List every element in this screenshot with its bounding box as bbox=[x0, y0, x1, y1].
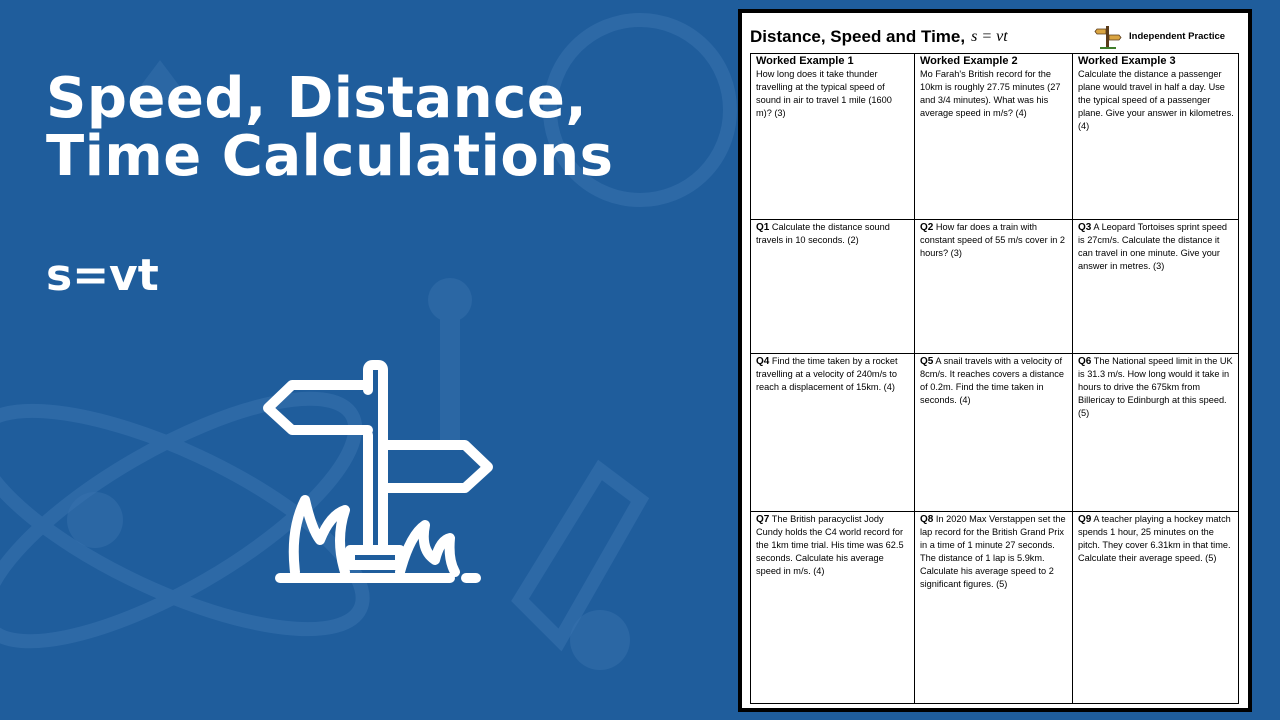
question-5 bbox=[915, 354, 1073, 512]
cell-heading: Worked Example 1 bbox=[756, 55, 854, 67]
worksheet-title: Distance, Speed and Time, bbox=[750, 27, 966, 46]
worksheet-formula: s = vt bbox=[971, 28, 1008, 45]
question-text: The National speed limit in the UK is 31.3 m/s. How long would it take in hours to drive the 675km from Billericay to Edinburgh at this speed. (5) bbox=[1078, 356, 1233, 418]
question-number: Q2 bbox=[920, 222, 934, 233]
cell-text: Calculate the distance a passenger plane would travel in half a day. Use the typical speed of a passenger plane. Give your answer in kilometres. (4) bbox=[1078, 69, 1234, 131]
question-number: Q5 bbox=[920, 356, 934, 367]
worksheet-header bbox=[750, 19, 1241, 55]
worksheet-preview bbox=[738, 9, 1252, 712]
cell-text: How long does it take thunder travelling at the typical speed of sound in air to travel 1 mile (1600 m)? (3) bbox=[756, 69, 892, 118]
question-text: A teacher playing a hockey match spends 1 hour, 25 minutes on the pitch. They cover 6.31km in that time. Calculate their average speed. (5) bbox=[1078, 514, 1231, 563]
signpost-icon bbox=[1094, 23, 1122, 51]
question-3 bbox=[1073, 220, 1238, 354]
question-text: The British paracyclist Jody Cundy holds the C4 world record for the 1km time trial. His time was 62.5 seconds. Calculate his average speed in m/s. (4) bbox=[756, 514, 904, 576]
signpost-icon bbox=[250, 360, 510, 590]
question-9 bbox=[1073, 512, 1238, 703]
question-2 bbox=[915, 220, 1073, 354]
question-7 bbox=[751, 512, 915, 703]
cell-heading: Worked Example 3 bbox=[1078, 55, 1176, 67]
question-number: Q3 bbox=[1078, 222, 1092, 233]
independent-practice-label: Independent Practice bbox=[1129, 31, 1226, 42]
question-number: Q4 bbox=[756, 356, 770, 367]
question-text: Find the time taken by a rocket travelling at a velocity of 240m/s to reach a displacement of 15km. (4) bbox=[756, 356, 898, 392]
question-1 bbox=[751, 220, 915, 354]
question-text: Calculate the distance sound travels in 10 seconds. (2) bbox=[756, 222, 890, 245]
question-text: A Leopard Tortoises sprint speed is 27cm/s. Calculate the distance it can travel in one minute. Give your answer in metres. (3) bbox=[1078, 222, 1228, 271]
question-4 bbox=[751, 354, 915, 512]
question-number: Q6 bbox=[1078, 356, 1092, 367]
question-number: Q8 bbox=[920, 514, 934, 525]
question-text: In 2020 Max Verstappen set the lap record for the British Grand Prix in a time of 1 minute 27 seconds. The distance of 1 lap is 5.9km. Calculate his average speed to 2 significant figures. (5) bbox=[920, 514, 1066, 589]
question-number: Q7 bbox=[756, 514, 770, 525]
worked-example-1 bbox=[751, 54, 915, 220]
worked-example-3 bbox=[1073, 54, 1238, 220]
cell-heading: Worked Example 2 bbox=[920, 55, 1018, 67]
question-number: Q1 bbox=[756, 222, 770, 233]
question-grid bbox=[750, 53, 1239, 704]
question-8 bbox=[915, 512, 1073, 703]
slide-title: Speed, Distance, Time Calculations bbox=[46, 66, 614, 189]
cell-text: Mo Farah's British record for the 10km is roughly 27.75 minutes (27 and 3/4 minutes). What was his average speed in m/s? (4) bbox=[920, 69, 1061, 118]
slide-formula: s=vt bbox=[46, 250, 159, 301]
question-6 bbox=[1073, 354, 1238, 512]
question-number: Q9 bbox=[1078, 514, 1092, 525]
worksheet-page bbox=[742, 13, 1248, 708]
question-text: A snail travels with a velocity of 8cm/s. It reaches covers a distance of 0.2m. Find the time taken in seconds. (4) bbox=[920, 356, 1064, 405]
question-text: How far does a train with constant speed of 55 m/s cover in 2 hours? (3) bbox=[920, 222, 1066, 258]
worked-example-2 bbox=[915, 54, 1073, 220]
